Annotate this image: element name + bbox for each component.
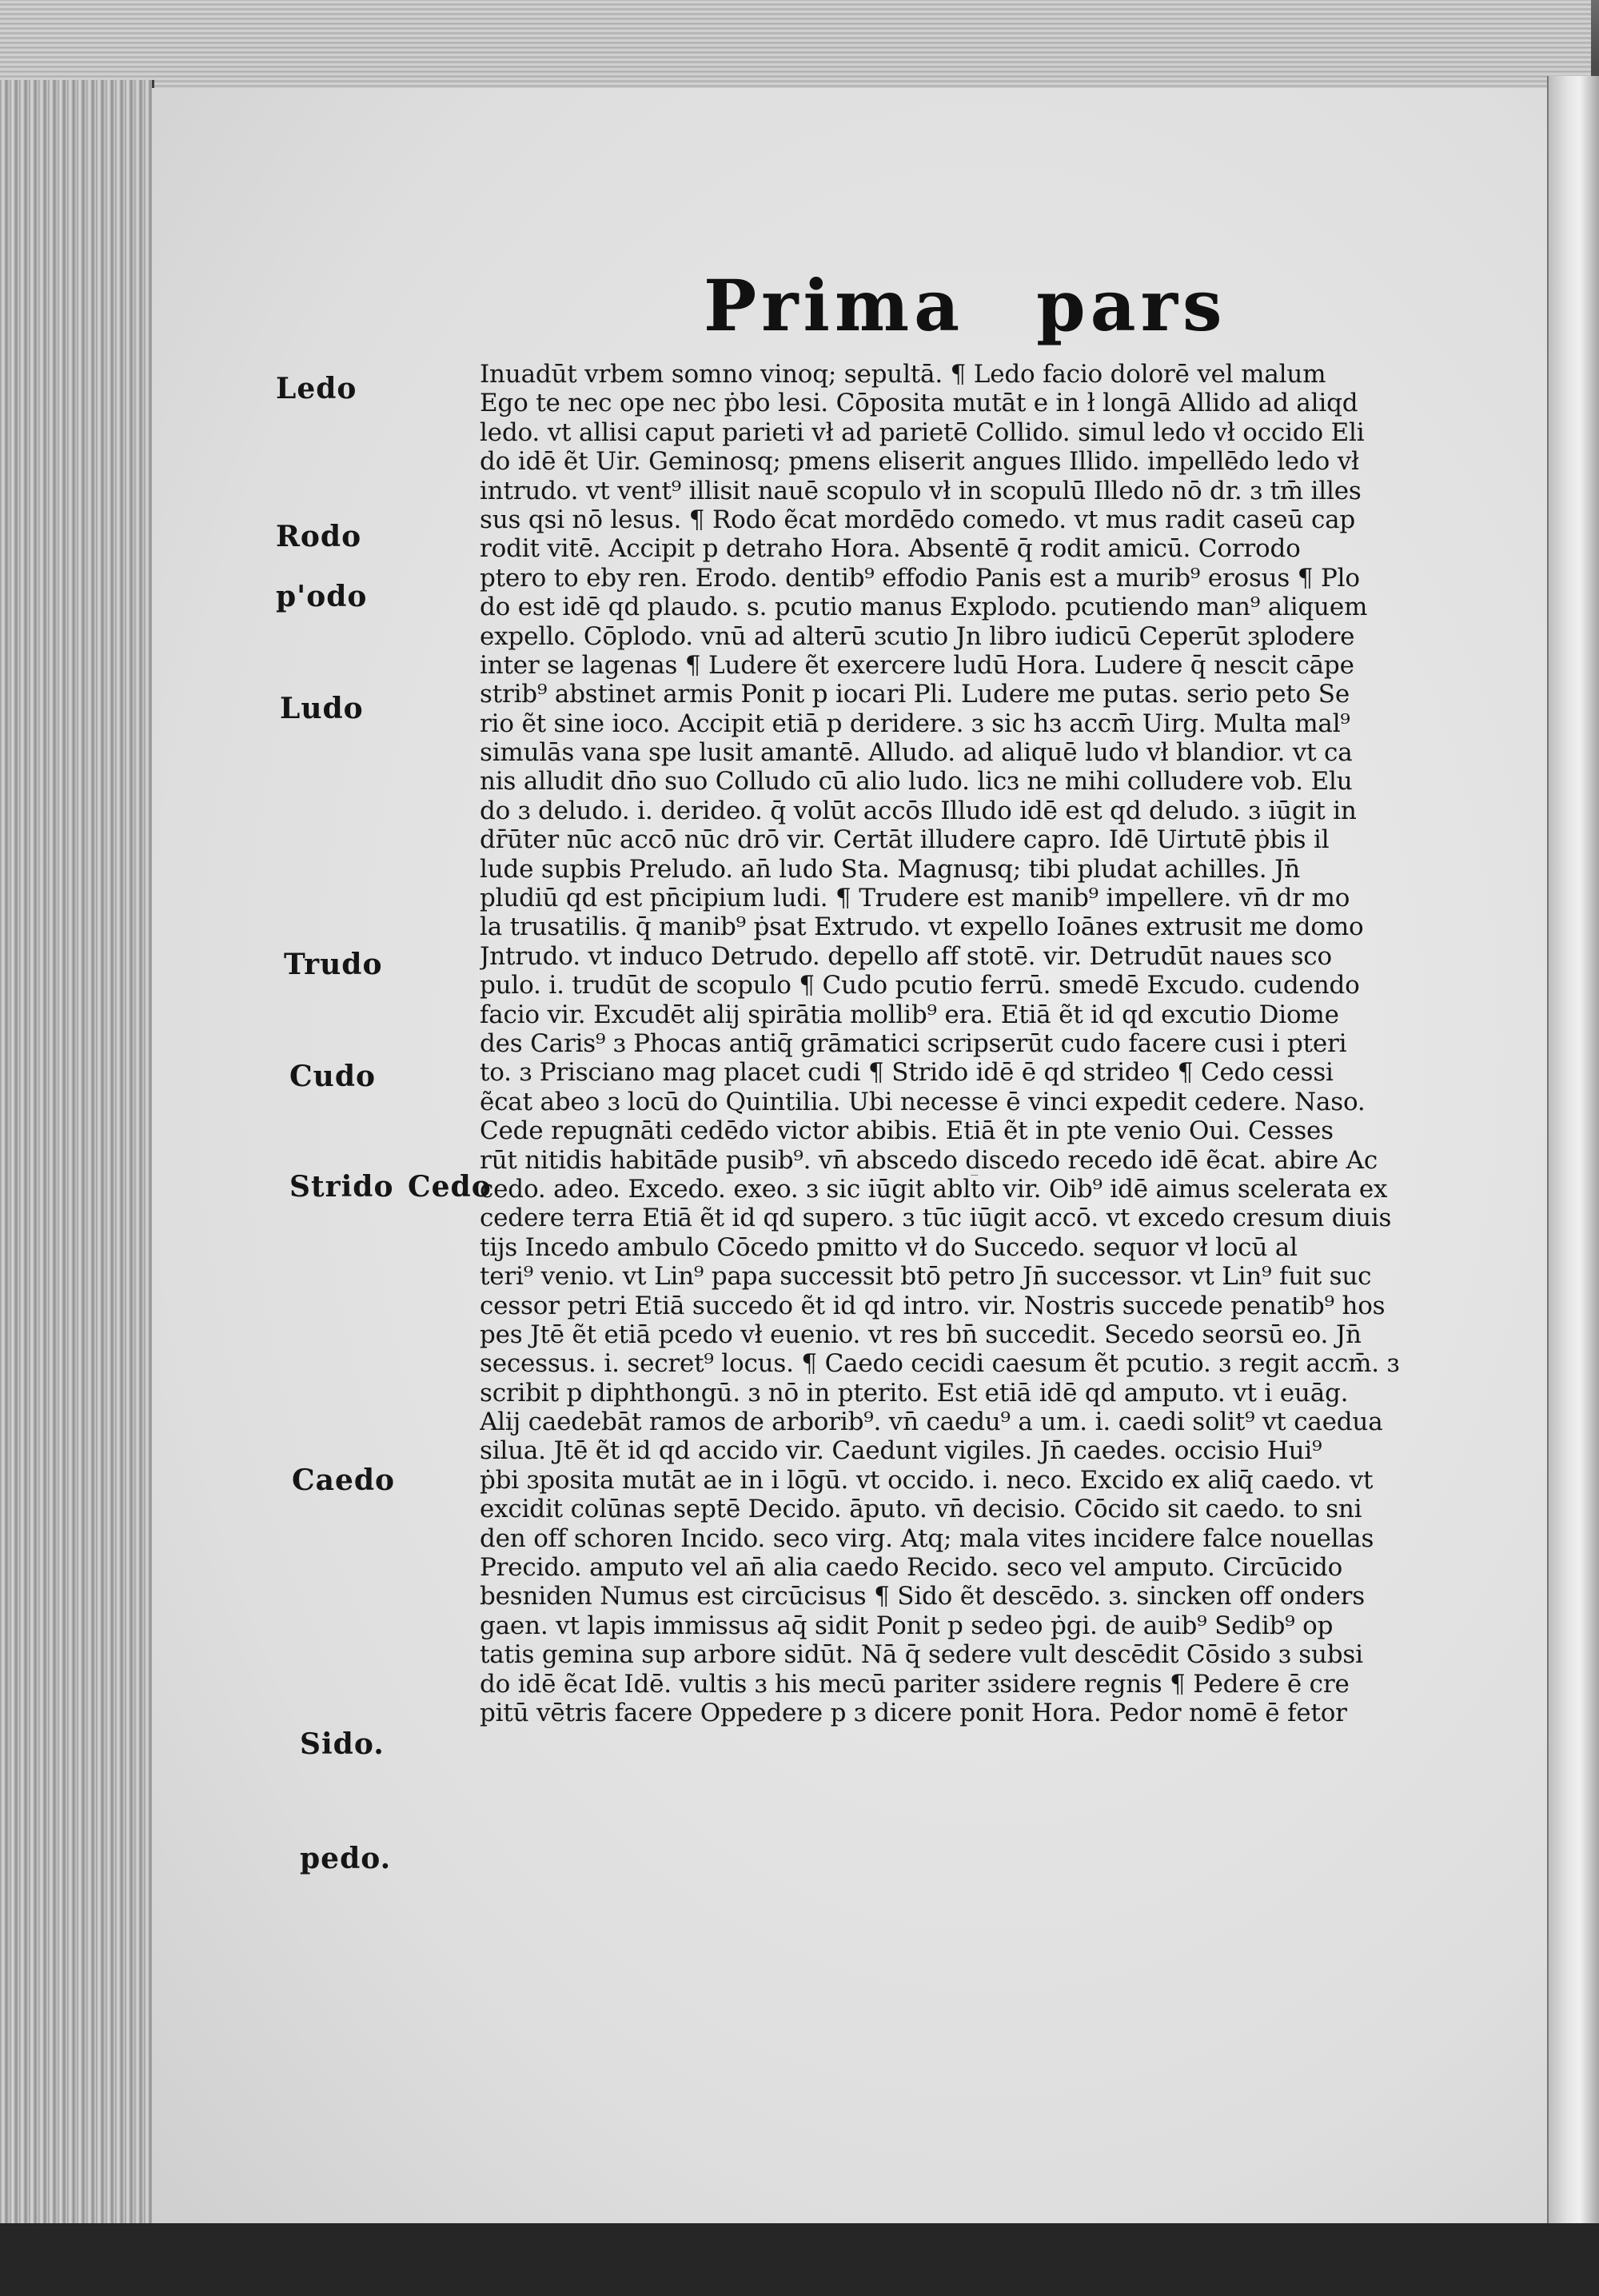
- margin-note-strido: Strido: [289, 1170, 394, 1204]
- text-line: pitū vētris facere Oppedere p ɜ dicere ponit Hora. Pedor nomē ē fetor: [480, 1698, 1347, 1727]
- margin-note-cudo: Cudo: [289, 1060, 377, 1093]
- text-line: excidit colūnas septē Decido. āputo. vn̄ decisio. Cōcido sit caedo. to sni: [480, 1495, 1362, 1524]
- text-line: do est idē qd plaudo. s. pcutio manus Explodo. pcutiendo man⁹ aliquem: [480, 593, 1368, 622]
- text-line: do idē ẽcat Idē. vultis ɜ his mecū pariter ɜsidere regnis ¶ Pedere ē cre: [480, 1669, 1350, 1699]
- text-line: inter se lagenas ¶ Ludere ẽt exercere ludū Hora. Ludere q̄ nescit cāpe: [480, 650, 1354, 680]
- margin-note-caedo: Caedo: [292, 1463, 396, 1497]
- text-line: simulās vana spe lusit amantē. Alludo. ad aliquē ludo vł blandior. vt ca: [480, 738, 1353, 768]
- margin-note-ludo: Ludo: [280, 692, 364, 725]
- text-line: pludiū qd est pn̄cipium ludi. ¶ Trudere est manib⁹ impellere. vn̄ dr mo: [480, 884, 1350, 913]
- text-line: nis alludit dn̄o suo Colludo cū alio ludo. licɜ ne mihi colludere vob. Elu: [480, 767, 1353, 797]
- text-line: cessor petri Etiā succedo ẽt id qd intro. vir. Nostris succede penatib⁹ hos: [480, 1291, 1386, 1320]
- margin-note-rodo: Rodo: [276, 520, 362, 553]
- text-line: do idē ẽt Uir. Geminosq; pmens eliserit angues Illido. impellēdo ledo vł: [480, 447, 1359, 477]
- text-line: cedere terra Etiā ẽt id qd supero. ɜ tūc iūgit accō. vt excedo cresum diuis: [480, 1204, 1392, 1233]
- margin-note-trudo: Trudo: [284, 948, 383, 981]
- text-line: den off schoren Incido. seco virg. Atq; mala vites incidere falce nouellas: [480, 1523, 1374, 1553]
- text-line: dr̄ūter nūc accō nūc drō vir. Certāt illudere capro. Idē Uirtutē ṗbis il: [480, 825, 1330, 855]
- text-line: ptero to eby ren. Erodo. dentib⁹ effodio Panis est a murib⁹ erosus ¶ Plo: [480, 563, 1360, 593]
- margin-note-sido: Sido.: [300, 1727, 385, 1761]
- text-line: ledo. vt allisi caput parieti vł ad parietē Collido. simul ledo vł occido Eli: [480, 417, 1365, 447]
- text-line: teri⁹ venio. vt Lin⁹ papa successit btō petro Jn̄ successor. vt Lin⁹ fuit suc: [480, 1262, 1372, 1292]
- text-line: rodit vitē. Accipit p detraho Hora. Absentē q̄ rodit amicū. Corrodo: [480, 534, 1301, 564]
- text-line: tatis gemina sup arbore sidūt. Nā q̄ sedere vult descēdit Cōsido ɜ subsi: [480, 1640, 1363, 1670]
- text-line: ẽcat abeo ɜ locū do Quintilia. Ubi necesse ē vinci expedit cedere. Naso.: [480, 1087, 1366, 1116]
- text-line: strib⁹ abstinet armis Ponit p iocari Pli. Ludere me putas. serio peto Se: [480, 680, 1350, 709]
- text-line: cedo. adeo. Excedo. exeo. ɜ sic iūgit ablt̄o vir. Oib⁹ idē aimus scelerata ex: [480, 1174, 1388, 1204]
- text-line: Inuadūt vrbem somno vinoq; sepultā. ¶ Ledo facio dolorē vel malum: [480, 360, 1326, 389]
- text-line: intrudo. vt vent⁹ illisit nauē scopulo vł in scopulū Illedo nō dr. ɜ tm̄ illes: [480, 476, 1362, 505]
- bottom-shadow: [0, 2223, 1599, 2296]
- text-line: Cede repugnāti cedēdo victor abibis. Etiā ẽt in pte venio Oui. Cesses: [480, 1116, 1334, 1146]
- text-line: scribit p diphthongū. ɜ nō in pterito. Est etiā idē qd amputo. vt i euāg.: [480, 1378, 1349, 1408]
- text-line: gaen. vt lapis immissus aq̄ sidit Ponit p sedeo ṗgi. de auib⁹ Sedib⁹ op: [480, 1611, 1334, 1640]
- text-line: pulo. i. trudūt de scopulo ¶ Cudo pcutio ferrū. smedē Excudo. cudendo: [480, 971, 1360, 1000]
- text-line: sus qsi nō lesus. ¶ Rodo ẽcat mordēdo comedo. vt mus radit caseū cap: [480, 505, 1356, 534]
- book-left-page-edges: [0, 80, 154, 2223]
- text-line: pes Jtē ẽt etiā pcedo vł euenio. vt res bn̄ succedit. Secedo seorsū eo. Jn̄: [480, 1320, 1362, 1349]
- text-line: lude supbis Preludo. an̄ ludo Sta. Magnusq; tibi pludat achilles. Jn̄: [480, 854, 1301, 884]
- text-line: Alij caedebāt ramos de arborib⁹. vn̄ caedu⁹ a um. i. caedi solit⁹ vt caedua: [480, 1408, 1383, 1437]
- page-heading: [704, 264, 1227, 347]
- book-gutter: [1547, 76, 1599, 2251]
- text-line: ṗbi ɜposita mutāt ae in i lōgū. vt occido. i. neco. Excido ex aliq̄ caedo. vt: [480, 1465, 1374, 1495]
- margin-note-ledo: Ledo: [276, 372, 357, 405]
- text-line: facio vir. Excudēt alij spirātia mollib⁹ era. Etiā ẽt id qd excutio Diome: [480, 1000, 1339, 1029]
- text-line: la trusatilis. q̄ manib⁹ ṗsat Extrudo. vt expello Ioānes extrusit me domo: [480, 912, 1364, 942]
- margin-note-cedo: Cedo: [408, 1170, 492, 1204]
- text-line: to. ɜ Prisciano mag placet cudi ¶ Strido idē ē qd strideo ¶ Cedo cessi: [480, 1058, 1334, 1088]
- margin-note-plodo: p'odo: [276, 580, 368, 613]
- text-line: silua. Jtē ẽt id qd accido vir. Caedunt vigiles. Jn̄ caedes. occisio Hui⁹: [480, 1436, 1322, 1466]
- text-line: Jntrudo. vt induco Detrudo. depello aff stotē. vir. Detrudūt naues sco: [480, 941, 1332, 971]
- text-line: tijs Incedo ambulo Cōcedo pmitto vł do Succedo. sequor vł locū al: [480, 1232, 1298, 1262]
- body-text-column: [480, 360, 1411, 1727]
- text-line: secessus. i. secret⁹ locus. ¶ Caedo cecidi caesum ẽt pcutio. ɜ regit accm̄. ɜ: [480, 1349, 1400, 1379]
- text-line: do ɜ deludo. i. derideo. q̄ volūt accōs Illudo idē est qd deludo. ɜ iūgit in: [480, 796, 1357, 825]
- text-line: Ego te nec ope nec ṗbo lesi. Cōposita mutāt e in ł longā Allido ad aliqd: [480, 389, 1358, 418]
- text-line: rūt nitidis habitāde pusib⁹. vn̄ abscedo discedo recedo idē ẽcat. abire Ac: [480, 1145, 1378, 1175]
- text-line: expello. Cōplodo. vnū ad alterū ɜcutio Jn libro iudicū Ceperūt ɜplodere: [480, 621, 1355, 651]
- text-line: Precido. amputo vel an̄ alia caedo Recido. seco vel amputo. Circūcido: [480, 1553, 1343, 1583]
- margin-note-pedo: pedo.: [300, 1842, 392, 1875]
- page-heading-word-1: Prima: [704, 264, 965, 347]
- text-line: besniden Numus est circūcisus ¶ Sido ẽt descēdo. ɜ. sincken off onders: [480, 1582, 1365, 1611]
- page-heading-word-2: pars: [1036, 264, 1227, 347]
- book-top-edge: [0, 0, 1591, 98]
- text-line: des Caris⁹ ɜ Phocas antiq̄ grāmatici scripserūt cudo facere cusi i pteri: [480, 1028, 1347, 1058]
- text-line: rio ẽt sine ioco. Accipit etiā p deridere. ɜ sic hɜ accm̄ Uirg. Multa mal⁹: [480, 709, 1350, 738]
